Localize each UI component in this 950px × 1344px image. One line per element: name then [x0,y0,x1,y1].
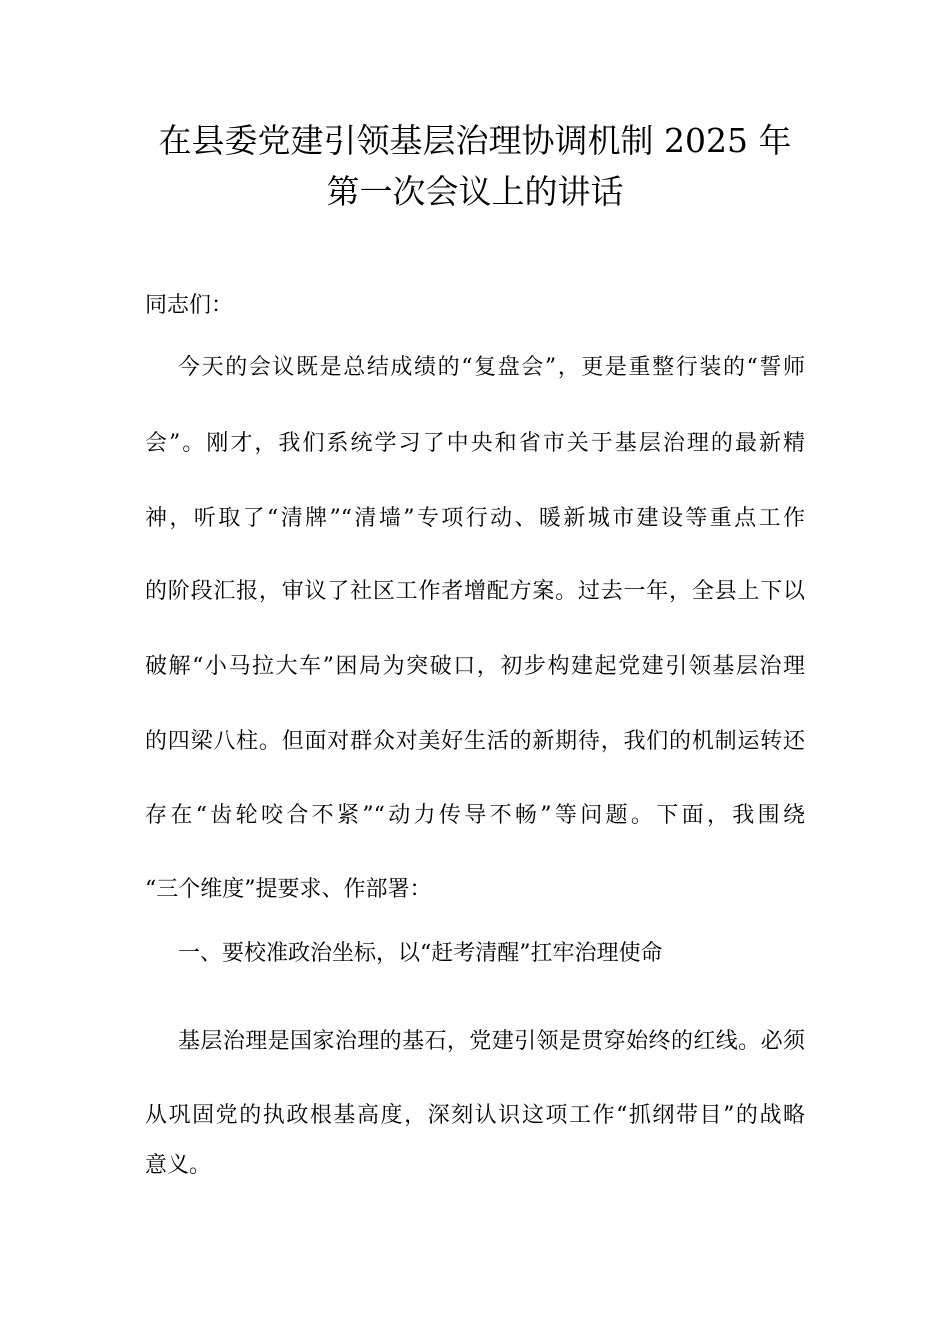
salutation: 同志们： [145,293,234,318]
section-paragraph-line-3: 意义。 [145,1153,212,1178]
paragraph-1-line-8: “三个维度”提要求、作部署： [145,877,432,902]
paragraph-1-line-6: 的四梁八柱。但面对群众对美好生活的新期待，我们的机制运转还 [145,729,805,754]
paragraph-1-line-1: 今天的会议既是总结成绩的“复盘会”，更是重整行装的“誓师 [178,355,805,380]
paragraph-1-line-7: 存在“齿轮咬合不紧”“动力传导不畅”等问题。下面，我围绕 [145,803,805,828]
paragraph-1-line-3: 神，听取了“清牌”“清墙”专项行动、暖新城市建设等重点工作 [145,506,805,531]
paragraph-1-line-5: 破解“小马拉大车”困局为突破口，初步构建起党建引领基层治理 [145,654,805,679]
paragraph-1-line-4: 的阶段汇报，审议了社区工作者增配方案。过去一年，全县上下以 [145,579,805,604]
paragraph-1-line-2: 会”。刚才，我们系统学习了中央和省市关于基层治理的最新精 [145,431,805,456]
section-paragraph-line-1: 基层治理是国家治理的基石，党建引领是贯穿始终的红线。必须 [178,1029,805,1054]
document-title-line-1: 在县委党建引领基层治理协调机制 2025 年 [158,121,792,160]
document-title-line-2: 第一次会议上的讲话 [326,172,624,211]
section-paragraph-line-2: 从巩固党的执政根基高度，深刻认识这项工作“抓纲带目”的战略 [145,1103,805,1128]
section-heading: 一、要校准政治坐标，以“赶考清醒”扛牢治理使命 [178,941,663,966]
